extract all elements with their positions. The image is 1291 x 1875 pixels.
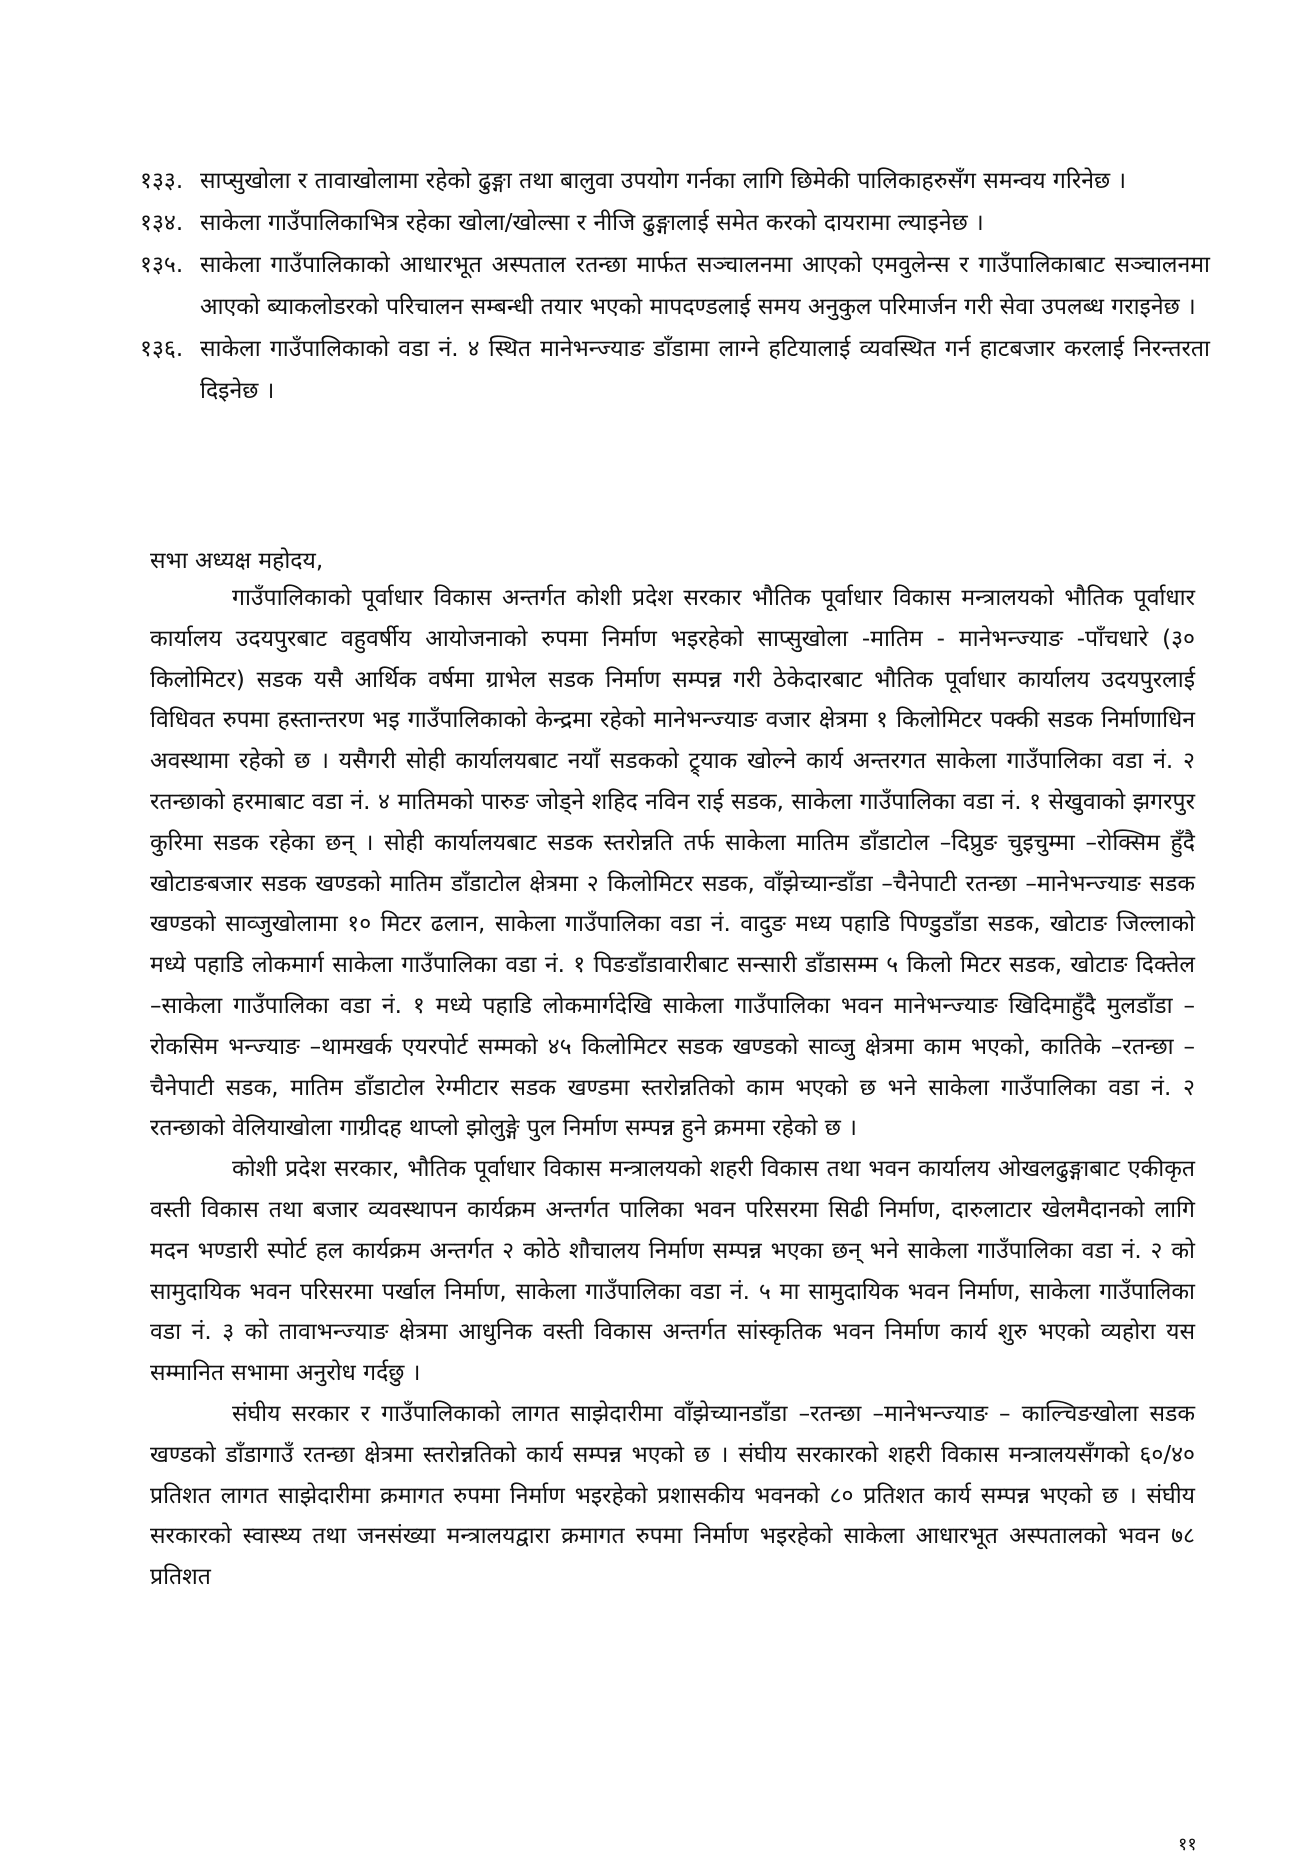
list-item-135: [140, 244, 1210, 328]
item-number: १३५.: [140, 252, 184, 278]
page-number: ११: [1178, 1834, 1197, 1855]
paragraph-province-buildings: कोशी प्रदेश सरकार, भौतिक पूर्वाधार विकास मन्त्रालयको शहरी विकास तथा भवन कार्यालय ओखलढुङ्गाबाट एकीकृत वस्ती विकास तथा बजार व्यवस्थापन कार्यक्रम अन्तर्गत पालिका भवन परिसरमा सिढी निर्माण, दारुलाटार खेलमैदानको लागि मदन भण्डारी स्पोर्ट हल कार्यक्रम अन्तर्गत २ कोठे शौचालय निर्माण सम्पन्न भएका छन् भने साकेला गाउँपालिका वडा नं. २ को सामुदायिक भवन परिसरमा पर्खाल निर्माण, साकेला गाउँपालिका वडा नं. ५ मा सामुदायिक भवन निर्माण, साकेला गाउँपालिका वडा नं. ३ को तावाभन्ज्याङ क्षेत्रमा आधुनिक वस्ती विकास अन्तर्गत सांस्कृतिक भवन निर्माण कार्य शुरु भएको व्यहोरा यस सम्मानित सभामा अनुरोध गर्दछु ।: [150, 1156, 1195, 1387]
list-item-133: [140, 160, 1210, 202]
paragraph-infrastructure-roads: गाउँपालिकाको पूर्वाधार विकास अन्तर्गत कोशी प्रदेश सरकार भौतिक पूर्वाधार विकास मन्त्रालयको भौतिक पूर्वाधार कार्यालय उदयपुरबाट वहुवर्षीय आयोजनाको रुपमा निर्माण भइरहेको साप्सुखोला -मातिम - मानेभन्ज्याङ -पाँचधारे (३० किलोमिटर) सडक यसै आर्थिक वर्षमा ग्राभेल सडक निर्माण सम्पन्न गरी ठेकेदारबाट भौतिक पूर्वाधार कार्यालय उदयपुरलाई विधिवत रुपमा हस्तान्तरण भइ गाउँपालिकाको केन्द्रमा रहेको मानेभन्ज्याङ वजार क्षेत्रमा १ किलोमिटर पक्की सडक निर्माणाधिन अवस्थामा रहेको छ । यसैगरी सोही कार्यालयबाट नयाँ सडकको ट्र्याक खोल्ने कार्य अन्तरगत साकेला गाउँपालिका वडा नं. २ रतन्छाको हरमाबाट वडा नं. ४ मातिमको पारुङ जोड्ने शहिद नविन राई सडक, साकेला गाउँपालिका वडा नं. १ सेखुवाको झगरपुर कुरिमा सडक रहेका छन् । सोही कार्यालयबाट सडक स्तरोन्नति तर्फ साकेला मातिम डाँडाटोल –दिप्रुङ चुइचुम्मा –रोक्सिम हुँदै खोटाङबजार सडक खण्डको मातिम डाँडाटोल क्षेत्रमा २ किलोमिटर सडक, वाँझेच्यान्डाँडा –चैनेपाटी रतन्छा –मानेभन्ज्याङ सडक खण्डको साव्जुखोलामा १० मिटर ढलान, साकेला गाउँपालिका वडा नं. वादुङ मध्य पहाडि पिण्डुडाँडा सडक, खोटाङ जिल्लाको मध्ये पहाडि लोकमार्ग साकेला गाउँपालिका वडा नं. १ पिङडाँडावारीबाट सन्सारी डाँडासम्म ५ किलो मिटर सडक, खोटाङ दिक्तेल –साकेला गाउँपालिका वडा नं. १ मध्ये पहाडि लोकमार्गदेखि साकेला गाउँपालिका भवन मानेभन्ज्याङ खिदिमाहुँदै मुलडाँडा –रोकसिम भन्ज्याङ –थामखर्क एयरपोर्ट सम्मको ४५ किलोमिटर सडक खण्डको साव्जु क्षेत्रमा काम भएको, कातिके –रतन्छा –चैनेपाटी सडक, मातिम डाँडाटोल रेग्मीटार सडक खण्डमा स्तरोन्नतिको काम भएको छ भने साकेला गाउँपालिका वडा नं. २ रतन्छाको वेलियाखोला गाग्रीदह थाप्लो झोलुङ्गे पुल निर्माण सम्पन्न हुने क्रममा रहेको छ ।: [150, 585, 1195, 1142]
body-text: [150, 578, 1195, 1598]
paragraph-federal-cost-sharing: संघीय सरकार र गाउँपालिकाको लागत साझेदारीमा वाँझेच्यानडाँडा –रतन्छा –मानेभन्ज्याङ – काल्चिङखोला सडक खण्डको डाँडागाउँ रतन्छा क्षेत्रमा स्तरोन्नतिको कार्य सम्पन्न भएको छ । संघीय सरकारको शहरी विकास मन्त्रालयसँगको ६०/४० प्रतिशत लागत साझेदारीमा क्रमागत रुपमा निर्माण भइरहेको प्रशासकीय भवनको ८० प्रतिशत कार्य सम्पन्न भएको छ । संघीय सरकारको स्वास्थ्य तथा जनसंख्या मन्त्रालयद्वारा क्रमागत रुपमा निर्माण भइरहेको साकेला आधारभूत अस्पतालको भवन ७८ प्रतिशत: [150, 1400, 1195, 1591]
item-text: साप्सुखोला र तावाखोलामा रहेको ढुङ्गा तथा बालुवा उपयोग गर्नका लागि छिमेकी पालिकाहरुसँग समन्वय गरिनेछ ।: [200, 168, 1127, 194]
salutation: सभा अध्यक्ष महोदय,: [150, 548, 324, 574]
item-text: साकेला गाउँपालिकाको आधारभूत अस्पताल रतन्छा मार्फत सञ्चालनमा आएको एमवुलेन्स र गाउँपालिकाबाट सञ्चालनमा आएको ब्याकलोडरको परिचालन सम्बन्धी तयार भएको मापदण्डलाई समय अनुकुल परिमार्जन गरी सेवा उपलब्ध गराइनेछ ।: [200, 252, 1210, 320]
list-item-136: [140, 328, 1210, 412]
numbered-list: [140, 160, 1210, 412]
list-item-134: [140, 202, 1210, 244]
item-text: साकेला गाउँपालिकाको वडा नं. ४ स्थित मानेभन्ज्याङ डाँडामा लाग्ने हटियालाई व्यवस्थित गर्न हाटबजार करलाई निरन्तरता दिइनेछ ।: [200, 336, 1210, 404]
item-number: १३४.: [140, 210, 184, 236]
item-number: १३३.: [140, 168, 184, 194]
item-text: साकेला गाउँपालिकाभित्र रहेका खोला/खोल्सा र नीजि ढुङ्गालाई समेत करको दायरामा ल्याइनेछ ।: [200, 210, 984, 236]
item-number: १३६.: [140, 336, 184, 362]
